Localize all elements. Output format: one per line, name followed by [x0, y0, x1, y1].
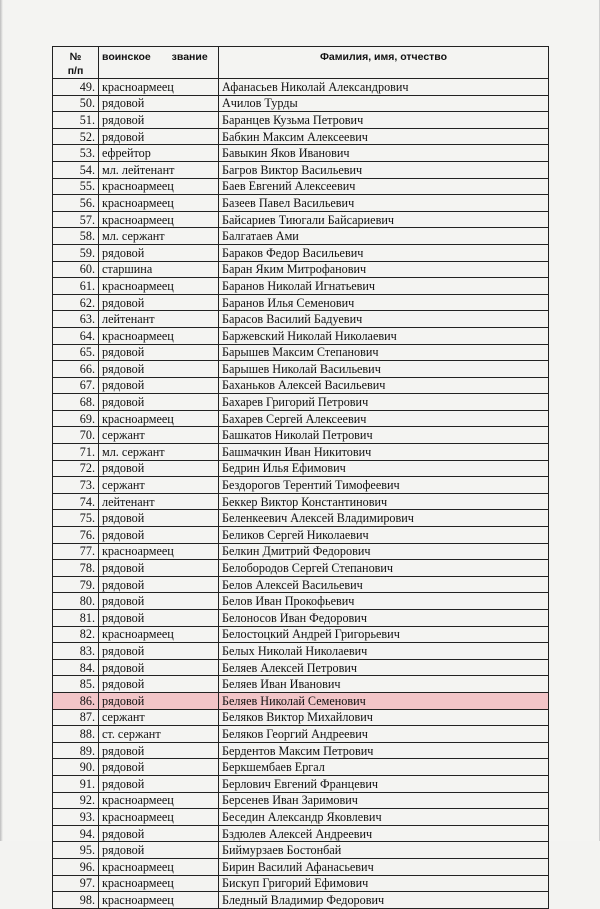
- table-row: [53, 659, 549, 676]
- table-row: [53, 244, 549, 261]
- row-number: 80.: [53, 593, 99, 610]
- row-number: 52.: [53, 128, 99, 145]
- row-full-name: Бледный Владимир Федорович: [219, 892, 549, 909]
- row-number: 55.: [53, 178, 99, 195]
- table-row: [53, 278, 549, 295]
- row-full-name: Беликов Сергей Николаевич: [219, 527, 549, 544]
- row-rank: рядовой: [99, 344, 219, 361]
- table-row: [53, 527, 549, 544]
- row-full-name: Белобородов Сергей Степанович: [219, 560, 549, 577]
- row-full-name: Беленкеевич Алексей Владимирович: [219, 510, 549, 527]
- table-row: [53, 892, 549, 909]
- table-row: [53, 327, 549, 344]
- row-full-name: Берсенев Иван Заримович: [219, 792, 549, 809]
- row-full-name: Барышев Николай Васильевич: [219, 361, 549, 378]
- row-full-name: Беляков Виктор Михайлович: [219, 709, 549, 726]
- row-full-name: Барышев Максим Степанович: [219, 344, 549, 361]
- row-rank: красноармеец: [99, 410, 219, 427]
- row-number: 73.: [53, 477, 99, 494]
- table-row: [53, 809, 549, 826]
- row-number: 66.: [53, 361, 99, 378]
- row-full-name: Базеев Павел Васильевич: [219, 195, 549, 212]
- row-number: 97.: [53, 875, 99, 892]
- row-full-name: Балгатаев Ами: [219, 228, 549, 245]
- row-number: 98.: [53, 892, 99, 909]
- row-full-name: Бахарев Сергей Алексеевич: [219, 410, 549, 427]
- row-full-name: Белкин Дмитрий Федорович: [219, 543, 549, 560]
- row-rank: красноармеец: [99, 792, 219, 809]
- row-number: 85.: [53, 676, 99, 693]
- row-rank: ефрейтор: [99, 145, 219, 162]
- row-full-name: Бздюлев Алексей Андреевич: [219, 825, 549, 842]
- row-number: 49.: [53, 79, 99, 96]
- row-full-name: Берлович Евгений Францевич: [219, 775, 549, 792]
- row-number: 88.: [53, 726, 99, 743]
- table-row: [53, 95, 549, 112]
- row-number: 83.: [53, 643, 99, 660]
- row-rank: красноармеец: [99, 211, 219, 228]
- row-full-name: Бердентов Максим Петрович: [219, 742, 549, 759]
- table-row: [53, 294, 549, 311]
- table-row: [53, 842, 549, 859]
- row-number: 59.: [53, 244, 99, 261]
- row-number: 75.: [53, 510, 99, 527]
- table-row: [53, 261, 549, 278]
- row-rank: старшина: [99, 261, 219, 278]
- table-row: [53, 792, 549, 809]
- row-rank: рядовой: [99, 294, 219, 311]
- row-number: 51.: [53, 112, 99, 129]
- row-rank: рядовой: [99, 610, 219, 627]
- row-rank: рядовой: [99, 593, 219, 610]
- row-rank: красноармеец: [99, 858, 219, 875]
- row-rank: рядовой: [99, 825, 219, 842]
- row-rank: рядовой: [99, 643, 219, 660]
- row-number: 90.: [53, 759, 99, 776]
- row-number: 69.: [53, 410, 99, 427]
- row-rank: рядовой: [99, 128, 219, 145]
- table-row: [53, 394, 549, 411]
- row-number: 86.: [53, 692, 99, 709]
- row-full-name: Бездорогов Терентий Тимофеевич: [219, 477, 549, 494]
- row-full-name: Белостоцкий Андрей Григорьевич: [219, 626, 549, 643]
- row-full-name: Башкатов Николай Петрович: [219, 427, 549, 444]
- row-full-name: Баранцев Кузьма Петрович: [219, 112, 549, 129]
- row-full-name: Беляев Алексей Петрович: [219, 659, 549, 676]
- row-rank: рядовой: [99, 377, 219, 394]
- table-row: [53, 361, 549, 378]
- row-rank: красноармеец: [99, 178, 219, 195]
- table-row: [53, 460, 549, 477]
- row-number: 56.: [53, 195, 99, 212]
- row-number: 76.: [53, 527, 99, 544]
- row-rank: ст. сержант: [99, 726, 219, 743]
- header-number: № п/п: [53, 47, 99, 79]
- row-number: 81.: [53, 610, 99, 627]
- row-rank: красноармеец: [99, 875, 219, 892]
- row-full-name: Афанасьев Николай Александрович: [219, 79, 549, 96]
- row-rank: рядовой: [99, 742, 219, 759]
- row-full-name: Баханьков Алексей Васильевич: [219, 377, 549, 394]
- row-rank: рядовой: [99, 510, 219, 527]
- row-full-name: Барасов Василий Бадуевич: [219, 311, 549, 328]
- row-full-name: Бискуп Григорий Ефимович: [219, 875, 549, 892]
- table-row: [53, 311, 549, 328]
- table-row: [53, 161, 549, 178]
- row-full-name: Ачилов Турды: [219, 95, 549, 112]
- table-header-row: [53, 47, 549, 79]
- row-number: 60.: [53, 261, 99, 278]
- table-row: [53, 576, 549, 593]
- row-rank: рядовой: [99, 394, 219, 411]
- row-full-name: Баев Евгений Алексеевич: [219, 178, 549, 195]
- row-rank: рядовой: [99, 527, 219, 544]
- row-rank: рядовой: [99, 560, 219, 577]
- row-full-name: Бабкин Максим Алексеевич: [219, 128, 549, 145]
- table-row: [53, 145, 549, 162]
- row-number: 57.: [53, 211, 99, 228]
- table-row: [53, 344, 549, 361]
- row-rank: рядовой: [99, 361, 219, 378]
- header-rank: воинское звание: [99, 47, 219, 79]
- row-rank: рядовой: [99, 842, 219, 859]
- table-row: [53, 377, 549, 394]
- table-row: [53, 610, 549, 627]
- table-row: [53, 759, 549, 776]
- row-full-name: Биймурзаев Бостонбай: [219, 842, 549, 859]
- row-rank: красноармеец: [99, 809, 219, 826]
- table-row: [53, 543, 549, 560]
- row-rank: красноармеец: [99, 543, 219, 560]
- row-rank: мл. сержант: [99, 228, 219, 245]
- row-rank: рядовой: [99, 244, 219, 261]
- row-full-name: Белых Николай Николаевич: [219, 643, 549, 660]
- table-row: [53, 626, 549, 643]
- table-row: [53, 128, 549, 145]
- row-number: 93.: [53, 809, 99, 826]
- row-rank: красноармеец: [99, 892, 219, 909]
- row-number: 95.: [53, 842, 99, 859]
- row-number: 61.: [53, 278, 99, 295]
- row-rank: рядовой: [99, 576, 219, 593]
- row-full-name: Беляев Николай Семенович: [219, 692, 549, 709]
- row-rank: рядовой: [99, 659, 219, 676]
- row-full-name: Беляков Георгий Андреевич: [219, 726, 549, 743]
- row-full-name: Баран Яким Митрофанович: [219, 261, 549, 278]
- table-row: [53, 493, 549, 510]
- row-rank: красноармеец: [99, 626, 219, 643]
- table-row: [53, 112, 549, 129]
- table-row: [53, 825, 549, 842]
- row-full-name: Баранов Илья Семенович: [219, 294, 549, 311]
- row-number: 65.: [53, 344, 99, 361]
- table-row: [53, 410, 549, 427]
- row-full-name: Беляев Иван Иванович: [219, 676, 549, 693]
- row-number: 70.: [53, 427, 99, 444]
- row-rank: рядовой: [99, 95, 219, 112]
- table-row: [53, 643, 549, 660]
- row-full-name: Бараков Федор Васильевич: [219, 244, 549, 261]
- table-row: [53, 726, 549, 743]
- row-full-name: Беседин Александр Яковлевич: [219, 809, 549, 826]
- table-row: [53, 709, 549, 726]
- row-full-name: Бахарев Григорий Петрович: [219, 394, 549, 411]
- row-full-name: Бедрин Илья Ефимович: [219, 460, 549, 477]
- row-number: 87.: [53, 709, 99, 726]
- row-full-name: Байсариев Тиюгали Байсариевич: [219, 211, 549, 228]
- row-full-name: Бавыкин Яков Иванович: [219, 145, 549, 162]
- table-row: [53, 742, 549, 759]
- row-rank: рядовой: [99, 460, 219, 477]
- row-number: 96.: [53, 858, 99, 875]
- row-rank: сержант: [99, 477, 219, 494]
- table-row: [53, 692, 549, 709]
- row-number: 53.: [53, 145, 99, 162]
- table-row: [53, 195, 549, 212]
- row-rank: мл. лейтенант: [99, 161, 219, 178]
- header-full-name: Фамилия, имя, отчество: [219, 47, 549, 79]
- row-number: 50.: [53, 95, 99, 112]
- row-number: 58.: [53, 228, 99, 245]
- row-number: 77.: [53, 543, 99, 560]
- row-number: 79.: [53, 576, 99, 593]
- row-number: 89.: [53, 742, 99, 759]
- row-number: 68.: [53, 394, 99, 411]
- table-row: [53, 178, 549, 195]
- table-row: [53, 79, 549, 96]
- row-number: 92.: [53, 792, 99, 809]
- row-full-name: Белов Алексей Васильевич: [219, 576, 549, 593]
- row-rank: рядовой: [99, 775, 219, 792]
- roster-body: [53, 79, 549, 909]
- row-rank: сержант: [99, 709, 219, 726]
- row-full-name: Багров Виктор Васильевич: [219, 161, 549, 178]
- row-number: 78.: [53, 560, 99, 577]
- row-number: 63.: [53, 311, 99, 328]
- row-rank: рядовой: [99, 676, 219, 693]
- row-rank: лейтенант: [99, 311, 219, 328]
- table-row: [53, 875, 549, 892]
- row-number: 62.: [53, 294, 99, 311]
- row-number: 91.: [53, 775, 99, 792]
- row-number: 71.: [53, 444, 99, 461]
- table-row: [53, 593, 549, 610]
- table-row: [53, 676, 549, 693]
- table-row: [53, 211, 549, 228]
- table-row: [53, 560, 549, 577]
- row-rank: лейтенант: [99, 493, 219, 510]
- row-full-name: Белов Иван Прокофьевич: [219, 593, 549, 610]
- row-number: 94.: [53, 825, 99, 842]
- table-row: [53, 775, 549, 792]
- row-rank: красноармеец: [99, 278, 219, 295]
- table-row: [53, 477, 549, 494]
- row-rank: рядовой: [99, 692, 219, 709]
- row-full-name: Баржевский Николай Николаевич: [219, 327, 549, 344]
- row-full-name: Беккер Виктор Константинович: [219, 493, 549, 510]
- row-rank: сержант: [99, 427, 219, 444]
- row-rank: красноармеец: [99, 327, 219, 344]
- table-row: [53, 858, 549, 875]
- table-row: [53, 427, 549, 444]
- row-full-name: Башмачкин Иван Никитович: [219, 444, 549, 461]
- row-number: 64.: [53, 327, 99, 344]
- row-number: 67.: [53, 377, 99, 394]
- row-rank: рядовой: [99, 759, 219, 776]
- row-number: 72.: [53, 460, 99, 477]
- roster-table: [52, 46, 549, 909]
- row-full-name: Баранов Николай Игнатьевич: [219, 278, 549, 295]
- row-full-name: Беркшембаев Ергал: [219, 759, 549, 776]
- row-number: 74.: [53, 493, 99, 510]
- table-row: [53, 228, 549, 245]
- row-number: 82.: [53, 626, 99, 643]
- row-number: 84.: [53, 659, 99, 676]
- row-rank: мл. сержант: [99, 444, 219, 461]
- table-row: [53, 444, 549, 461]
- row-rank: красноармеец: [99, 79, 219, 96]
- row-full-name: Белоносов Иван Федорович: [219, 610, 549, 627]
- row-full-name: Бирин Василий Афанасьевич: [219, 858, 549, 875]
- row-number: 54.: [53, 161, 99, 178]
- row-rank: красноармеец: [99, 195, 219, 212]
- table-row: [53, 510, 549, 527]
- row-rank: рядовой: [99, 112, 219, 129]
